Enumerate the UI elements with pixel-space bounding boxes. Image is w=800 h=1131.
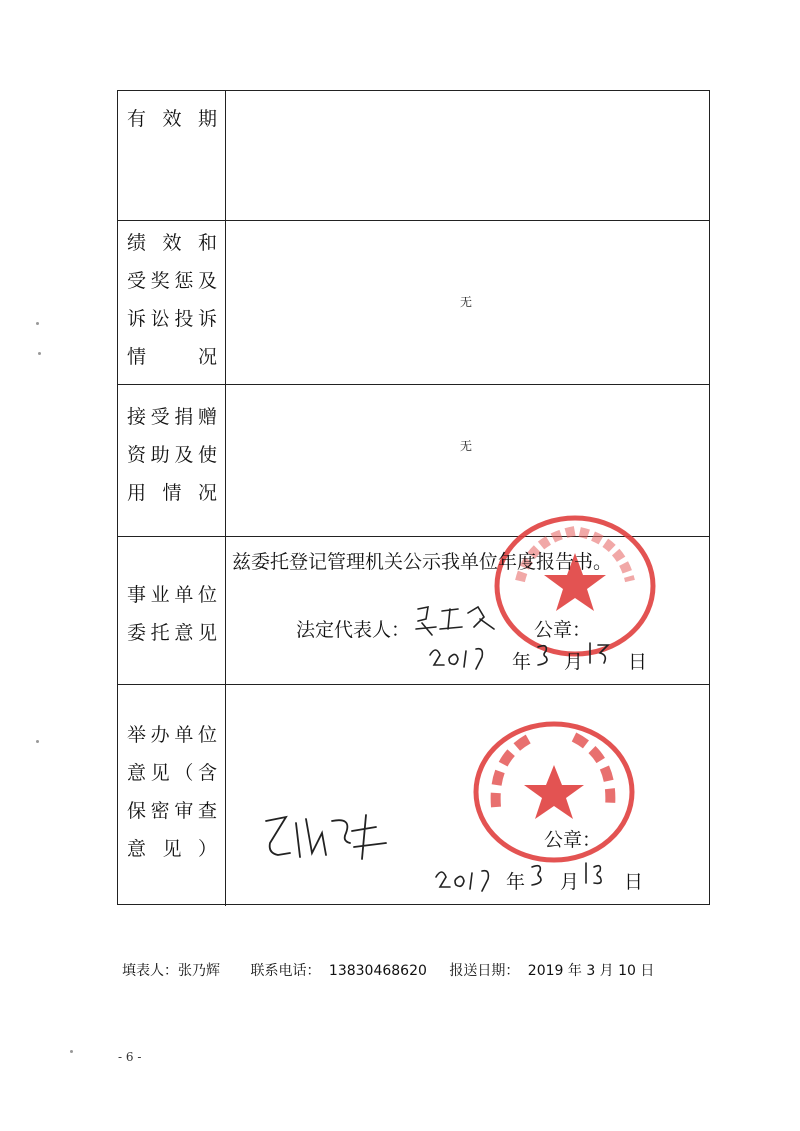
- label-char: 诉: [197, 308, 217, 330]
- label-char: ）: [197, 838, 217, 860]
- label-char: 情: [162, 482, 182, 504]
- label-line: [127, 229, 217, 257]
- label-line: [127, 105, 217, 133]
- handwritten-day-icon: [584, 637, 624, 669]
- label-char: 业: [150, 584, 170, 606]
- label-char: 委: [127, 622, 147, 644]
- sponsor-month-suffix: 月: [560, 871, 580, 893]
- label-char: 奖: [150, 270, 170, 292]
- scan-speck: [36, 740, 39, 743]
- report-date-label: 报送日期：: [449, 963, 520, 979]
- label-char: 见: [197, 622, 217, 644]
- label-char: 受: [150, 406, 170, 428]
- label-char: 单: [174, 724, 194, 746]
- label-char: 和: [197, 232, 217, 254]
- scan-speck: [36, 322, 39, 325]
- label-line: [127, 619, 217, 647]
- label-char: 助: [150, 444, 170, 466]
- label-char: 密: [150, 800, 170, 822]
- label-char: 意: [127, 838, 147, 860]
- annual-report-table: [117, 90, 710, 905]
- label-char: 讼: [150, 308, 170, 330]
- label-char: 位: [197, 584, 217, 606]
- label-line: [127, 581, 217, 609]
- content-cell: [226, 91, 709, 220]
- label-char: 见: [162, 838, 182, 860]
- label-char: 效: [162, 232, 182, 254]
- handwritten-month-icon: [532, 639, 556, 669]
- label-char: 及: [197, 270, 217, 292]
- sponsor-seal-label: 公章：: [544, 829, 602, 851]
- phone-value: 13830468620: [328, 963, 427, 979]
- label-char: 意: [127, 762, 147, 784]
- scan-speck: [70, 1050, 73, 1053]
- legal-rep-label: 法定代表人：: [296, 619, 411, 641]
- label-char: 办: [150, 724, 170, 746]
- content-text: 无: [460, 439, 473, 453]
- label-char: 及: [174, 444, 194, 466]
- label-char: 绩: [127, 232, 147, 254]
- sponsor-year-suffix: 年: [506, 871, 526, 893]
- label-char: 举: [127, 724, 147, 746]
- label-line: [127, 403, 217, 431]
- row-entrust-opinion: [118, 537, 709, 685]
- label-char: 托: [150, 622, 170, 644]
- label-cell: [118, 221, 226, 384]
- handwritten-month-icon: [526, 859, 550, 889]
- label-line: [127, 305, 217, 333]
- label-char: 况: [197, 482, 217, 504]
- row-validity: [118, 91, 709, 221]
- content-text: 无: [460, 295, 473, 309]
- label-char: 用: [127, 482, 147, 504]
- handwritten-year-icon: [426, 635, 496, 673]
- report-date-value: 2019 年 3 月 10 日: [527, 963, 655, 979]
- label-char: 资: [127, 444, 147, 466]
- label-char: 况: [197, 346, 217, 368]
- label-char: 审: [174, 800, 194, 822]
- entrust-month-suffix: 月: [564, 651, 584, 673]
- label-line: [127, 797, 217, 825]
- handwritten-year-icon: [432, 857, 502, 895]
- label-char: 保: [127, 800, 147, 822]
- entrust-day-suffix: 日: [628, 651, 648, 673]
- label-char: 接: [127, 406, 147, 428]
- page-number: - 6 -: [118, 1050, 142, 1064]
- entrust-year-suffix: 年: [512, 651, 532, 673]
- label-char: 期: [197, 108, 217, 130]
- label-char: 查: [197, 800, 217, 822]
- content-cell: [226, 537, 709, 684]
- legal-rep-signature-icon: [414, 599, 500, 639]
- label-line: [127, 343, 217, 371]
- label-char: （: [174, 762, 194, 784]
- label-char: 赠: [197, 406, 217, 428]
- label-char: 见: [150, 762, 170, 784]
- label-char: 含: [197, 762, 217, 784]
- label-char: 诉: [127, 308, 147, 330]
- sponsor-day-suffix: 日: [624, 871, 644, 893]
- row-performance: [118, 221, 709, 385]
- label-char: 捐: [174, 406, 194, 428]
- label-cell: [118, 537, 226, 684]
- label-char: 位: [197, 724, 217, 746]
- label-char: 效: [162, 108, 182, 130]
- filler-label: 填表人：张乃辉: [122, 963, 220, 979]
- sponsor-signature-icon: [256, 803, 406, 873]
- label-char: 受: [127, 270, 147, 292]
- label-line: [127, 835, 217, 863]
- handwritten-day-icon: [580, 857, 620, 889]
- content-cell: [226, 685, 709, 906]
- entrust-statement: 兹委托登记管理机关公示我单位年度报告书。: [232, 551, 613, 573]
- label-line: [127, 441, 217, 469]
- label-line: [127, 759, 217, 787]
- entrust-seal-label: 公章：: [534, 619, 592, 641]
- label-line: [127, 721, 217, 749]
- phone-label: 联系电话：: [250, 963, 321, 979]
- label-line: [127, 267, 217, 295]
- label-char: 惩: [174, 270, 194, 292]
- label-char: 有: [127, 108, 147, 130]
- label-cell: [118, 685, 226, 906]
- label-char: 意: [174, 622, 194, 644]
- label-char: 单: [174, 584, 194, 606]
- content-cell: [226, 221, 709, 384]
- label-line: [127, 479, 217, 507]
- label-cell: [118, 91, 226, 220]
- form-footer: [122, 960, 654, 980]
- label-cell: [118, 385, 226, 536]
- label-char: 情: [127, 346, 147, 368]
- label-char: 使: [197, 444, 217, 466]
- label-char: 事: [127, 584, 147, 606]
- label-char: 投: [174, 308, 194, 330]
- scan-speck: [38, 352, 41, 355]
- row-sponsor-opinion: [118, 685, 709, 906]
